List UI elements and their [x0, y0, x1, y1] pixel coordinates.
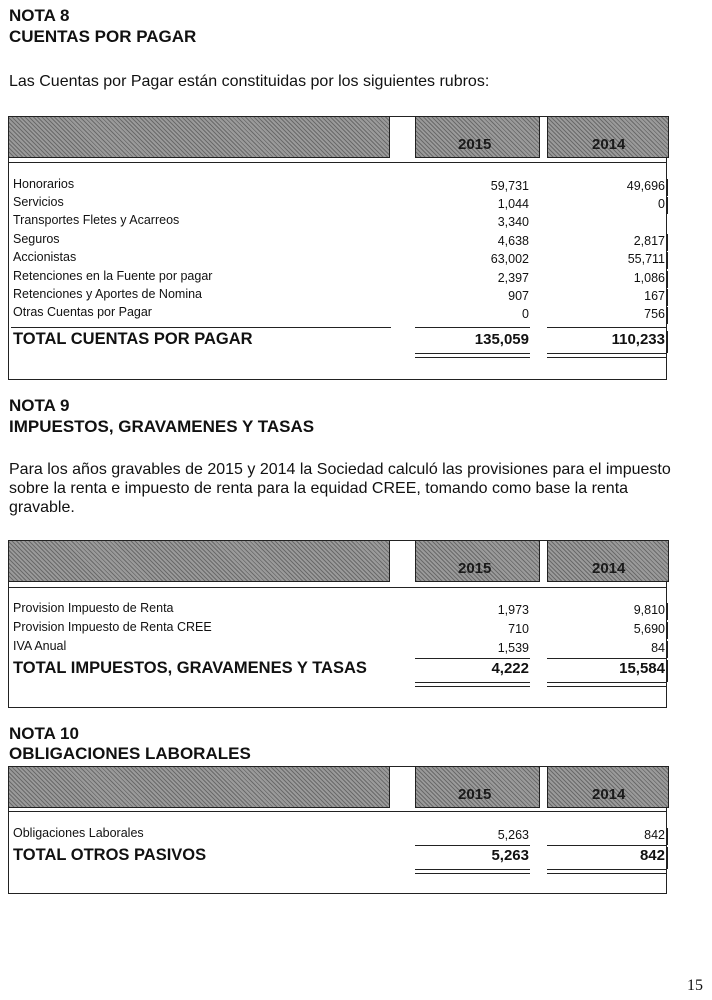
value-2015: 1,973 [497, 603, 529, 617]
year-label: 2015 [458, 786, 492, 803]
table-row [9, 303, 668, 321]
value-2015: 2,397 [497, 271, 529, 285]
nota9-table [8, 540, 667, 708]
rule [415, 327, 530, 328]
value-2015: 710 [508, 622, 529, 636]
value-2014: 49,696 [627, 179, 668, 196]
page-number: 15 [687, 977, 703, 994]
total-2014: 110,233 [612, 331, 668, 353]
header-band [8, 116, 390, 158]
nota8-title: CUENTAS POR PAGAR [9, 27, 197, 46]
nota9-number: NOTA 9 [9, 396, 70, 415]
value-2015: 4,638 [497, 234, 529, 248]
double-rule [547, 682, 667, 687]
rule [11, 327, 391, 328]
value-2015: 907 [508, 289, 529, 303]
value-2014: 2,817 [634, 234, 668, 251]
year-label: 2014 [592, 136, 626, 153]
table-row [9, 267, 668, 285]
value-2014: 5,690 [634, 622, 668, 639]
table-row [9, 211, 668, 229]
year-header-2014 [547, 540, 669, 582]
nota9-title: IMPUESTOS, GRAVAMENES Y TASAS [9, 417, 315, 436]
table-row [9, 618, 668, 636]
total-row [9, 659, 668, 683]
row-label: Transportes Fletes y Acarreos [13, 213, 180, 227]
row-label: Servicios [13, 195, 64, 209]
nota9-intro: Para los años gravables de 2015 y 2014 la Sociedad calculó las provisiones para el impuesto sobre la renta e impuesto de renta para la equidad CREE, tomando como base la renta gravable. [9, 461, 671, 516]
row-label: Obligaciones Laborales [13, 826, 144, 840]
year-label: 2014 [592, 560, 626, 577]
nota10-number: NOTA 10 [9, 724, 79, 743]
year-label: 2015 [458, 136, 492, 153]
rule [547, 327, 667, 328]
header-divider [8, 587, 667, 588]
year-header-2015 [415, 116, 540, 158]
value-2014: 756 [644, 307, 668, 324]
double-rule [415, 353, 530, 358]
total-2015: 4,222 [491, 660, 529, 677]
header-band [8, 766, 390, 808]
table-row [9, 230, 668, 248]
value-2014: 55,711 [628, 252, 668, 269]
year-label: 2014 [592, 786, 626, 803]
nota8-intro: Las Cuentas por Pagar están constituidas por los siguientes rubros: [9, 73, 490, 90]
double-rule [547, 869, 667, 874]
value-2014: 0 [658, 197, 668, 214]
total-label: TOTAL CUENTAS POR PAGAR [13, 330, 253, 348]
total-2015: 5,263 [491, 847, 529, 864]
row-label: Provision Impuesto de Renta CREE [13, 620, 212, 634]
table-row [9, 175, 668, 193]
double-rule [415, 869, 530, 874]
table-row [9, 285, 668, 303]
nota10-table [8, 766, 667, 894]
header-divider [8, 162, 667, 163]
row-label: Accionistas [13, 250, 77, 264]
value-2014: 84 [651, 641, 668, 658]
table-row [9, 193, 668, 211]
total-2014: 15,584 [619, 660, 668, 682]
year-header-2014 [547, 116, 669, 158]
row-label: Retenciones en la Fuente por pagar [13, 269, 213, 283]
value-2015: 1,539 [497, 641, 529, 655]
total-2014: 842 [640, 847, 668, 869]
value-2015: 59,731 [490, 179, 529, 193]
year-header-2014 [547, 766, 669, 808]
nota8-number: NOTA 8 [9, 6, 70, 25]
total-row [9, 330, 668, 354]
nota10-title: OBLIGACIONES LABORALES [9, 744, 251, 763]
total-2015: 135,059 [474, 331, 529, 348]
table-row [9, 824, 668, 842]
header-divider [8, 811, 667, 812]
table-row [9, 599, 668, 617]
row-label: Provision Impuesto de Renta [13, 601, 174, 615]
value-2015: 63,002 [490, 252, 529, 266]
table-row [9, 248, 668, 266]
value-2015: 0 [522, 307, 529, 321]
nota8-table [8, 116, 667, 380]
total-label: TOTAL OTROS PASIVOS [13, 846, 207, 864]
total-row [9, 846, 668, 870]
value-2015: 5,263 [497, 828, 529, 842]
value-2015: 1,044 [497, 197, 529, 211]
value-2015: 3,340 [497, 215, 529, 229]
row-label: Honorarios [13, 177, 75, 191]
total-label: TOTAL IMPUESTOS, GRAVAMENES Y TASAS [13, 659, 367, 677]
row-label: Seguros [13, 232, 60, 246]
row-label: IVA Anual [13, 639, 67, 653]
year-header-2015 [415, 766, 540, 808]
row-label: Otras Cuentas por Pagar [13, 305, 152, 319]
year-header-2015 [415, 540, 540, 582]
value-2014: 1,086 [634, 271, 668, 288]
double-rule [415, 682, 530, 687]
year-label: 2015 [458, 560, 492, 577]
row-label: Retenciones y Aportes de Nomina [13, 287, 202, 301]
value-2014: 167 [644, 289, 668, 306]
double-rule [547, 353, 667, 358]
value-2014: 9,810 [634, 603, 668, 620]
value-2014: 842 [644, 828, 668, 845]
table-row [9, 637, 668, 655]
header-band [8, 540, 390, 582]
